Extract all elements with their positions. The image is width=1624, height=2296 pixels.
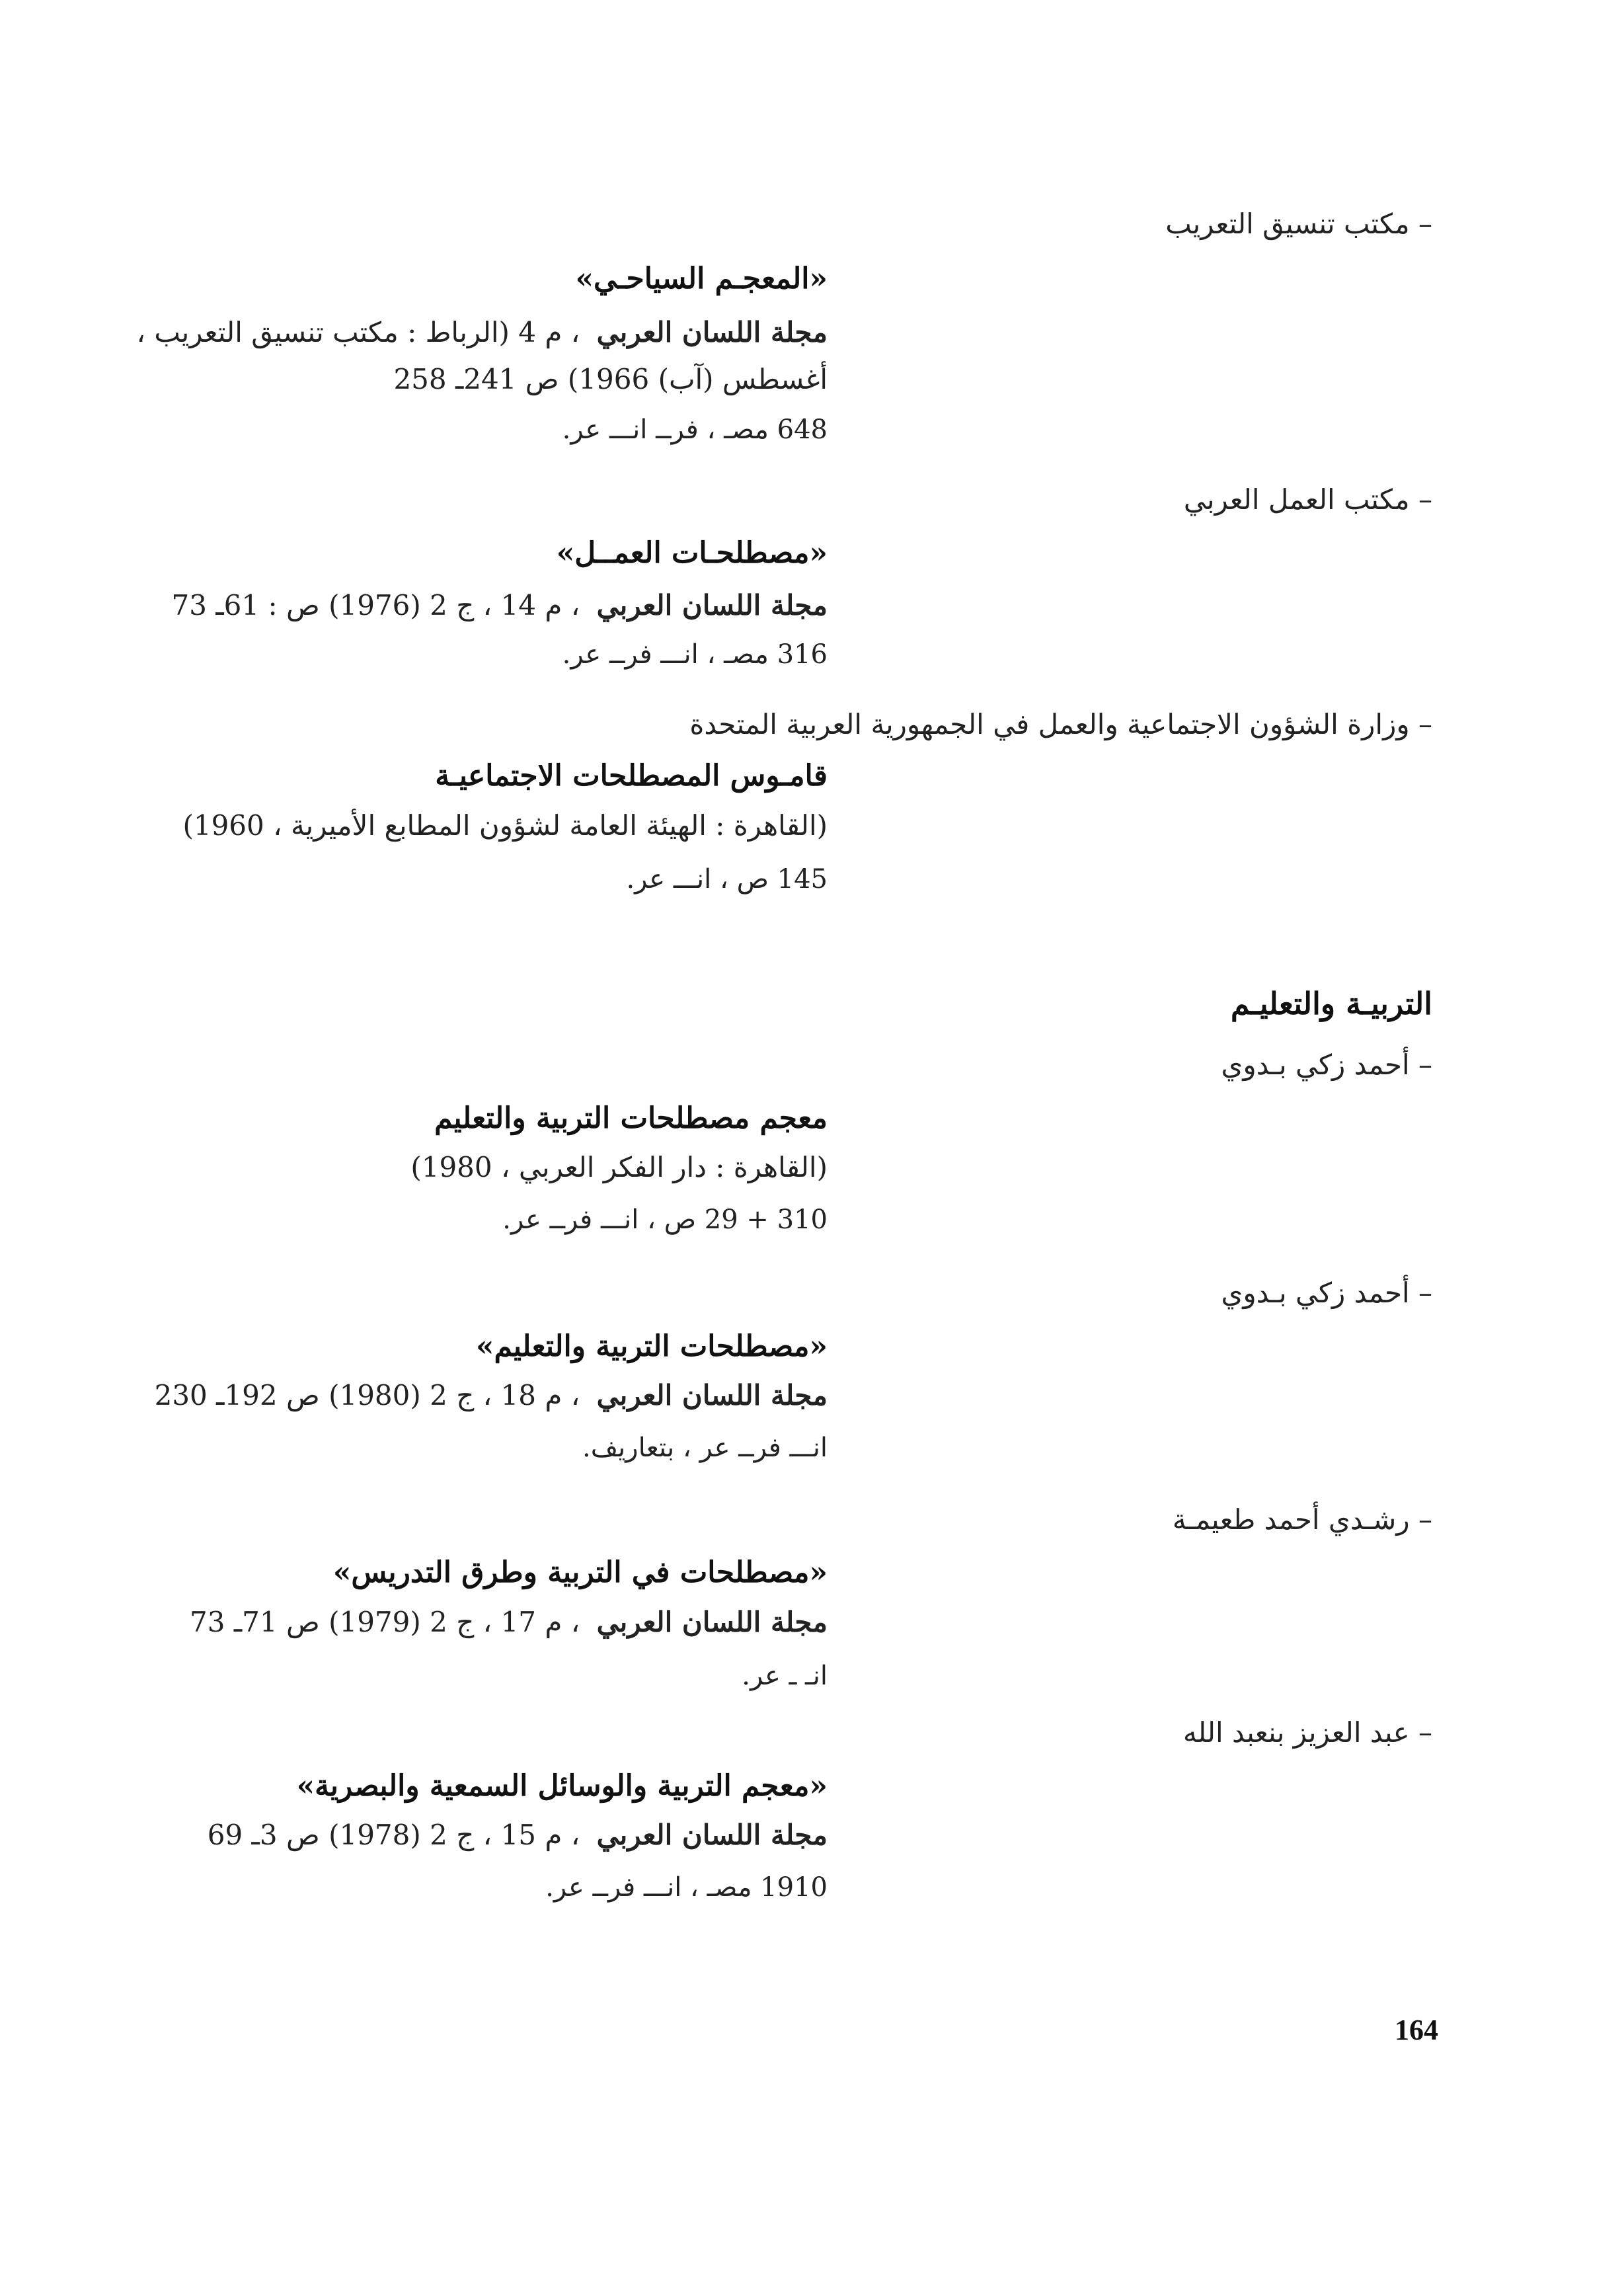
journal-name: مجلة اللسان العربي bbox=[596, 1606, 828, 1638]
entry-title: «المعجـم السياحـي» bbox=[575, 262, 828, 296]
entry-author: – أحمد زكي بـدوي bbox=[1221, 1049, 1432, 1081]
entry-publication: (القاهرة : دار الفكر العربي ، 1980) bbox=[410, 1151, 828, 1183]
entry-metadata: 316 مصـ ، انـــ فرــ عر. bbox=[562, 639, 828, 670]
entry-journal bbox=[136, 316, 828, 348]
entry-author: – عبد العزيز بنعبد الله bbox=[1182, 1716, 1432, 1749]
entry-journal bbox=[208, 1821, 828, 1849]
entry-title: معجم مصطلحات التربية والتعليم bbox=[434, 1101, 828, 1135]
entry-author: – وزارة الشؤون الاجتماعية والعمل في الجمهورية العربية المتحدة bbox=[689, 708, 1432, 740]
journal-name: مجلة اللسان العربي bbox=[596, 589, 828, 621]
entry-publication: (القاهرة : الهيئة العامة لشؤون المطابع الأميرية ، 1960) bbox=[182, 809, 828, 842]
entry-author: – مكتب تنسيق التعريب bbox=[1165, 208, 1432, 240]
entry-journal bbox=[154, 1379, 828, 1411]
journal-name: مجلة اللسان العربي bbox=[596, 1819, 828, 1851]
journal-name: مجلة اللسان العربي bbox=[596, 1379, 828, 1411]
journal-details: ، م 15 ، ج 2 (1978) ص 3ـ 69 bbox=[207, 1819, 580, 1851]
journal-details: ، م 18 ، ج 2 (1980) ص 192ـ 230 bbox=[154, 1379, 580, 1411]
entry-publication: أغسطس (آب) 1966) ص 241ـ 258 bbox=[393, 363, 828, 395]
entry-author: – أحمد زكي بـدوي bbox=[1221, 1277, 1432, 1309]
journal-details: ، م 4 (الرباط : مكتب تنسيق التعريب ، bbox=[136, 316, 580, 348]
entry-metadata: 310 + 29 ص ، انـــ فرــ عر. bbox=[502, 1205, 828, 1235]
entry-author: – مكتب العمل العربي bbox=[1183, 483, 1432, 516]
page-number: 164 bbox=[1395, 2014, 1438, 2046]
entry-title: قامـوس المصطلحات الاجتماعيـة bbox=[435, 759, 828, 793]
entry-metadata: 648 مصـ ، فرــ انـــ عر. bbox=[562, 415, 828, 445]
journal-details: ، م 14 ، ج 2 (1976) ص : 61ـ 73 bbox=[171, 589, 580, 621]
entry-metadata: 145 ص ، انـــ عر. bbox=[626, 864, 828, 894]
section-heading: التربيـة والتعليـم bbox=[1230, 986, 1432, 1021]
entry-journal bbox=[171, 589, 828, 621]
entry-title: «مصطلحـات العمــل» bbox=[556, 536, 828, 570]
entry-author: – رشـدي أحمد طعيمـة bbox=[1172, 1503, 1432, 1536]
entry-journal bbox=[190, 1608, 828, 1636]
journal-details: ، م 17 ، ج 2 (1979) ص 71ـ 73 bbox=[190, 1606, 580, 1638]
entry-metadata: انـــ فرــ عر ، بتعاريف. bbox=[582, 1433, 828, 1463]
entry-metadata: 1910 مصـ ، انـــ فرــ عر. bbox=[545, 1872, 828, 1903]
entry-title: «مصطلحات التربية والتعليم» bbox=[475, 1329, 828, 1363]
entry-title: «مصطلحات في التربية وطرق التدريس» bbox=[332, 1556, 828, 1589]
entry-metadata: انـ ـ عر. bbox=[742, 1661, 828, 1691]
entry-title: «معجم التربية والوسائل السمعية والبصرية» bbox=[296, 1769, 828, 1803]
journal-name: مجلة اللسان العربي bbox=[596, 316, 828, 348]
